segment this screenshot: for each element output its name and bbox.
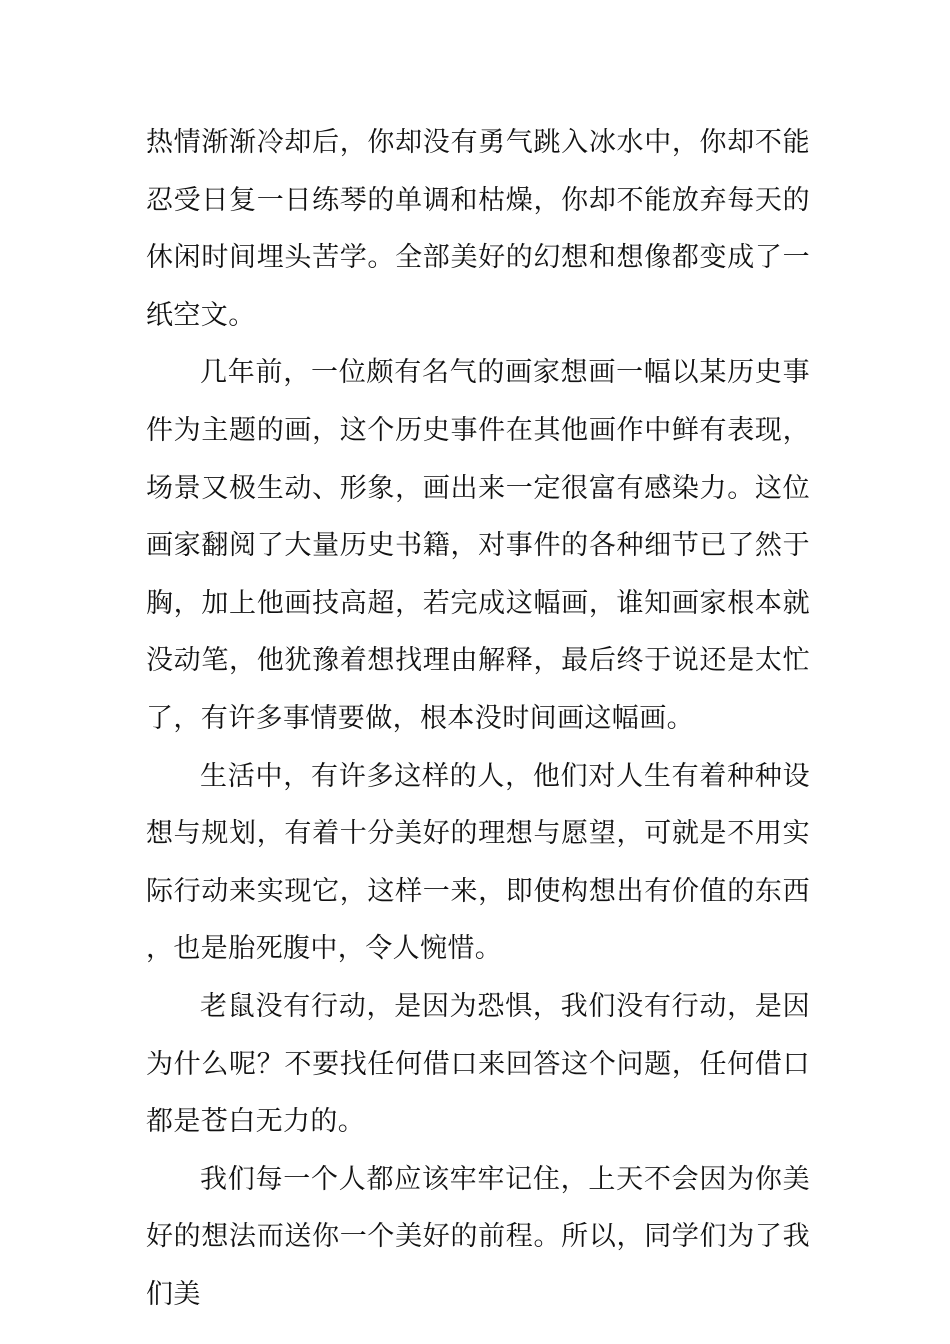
paragraph-4: 老鼠没有行动，是因为恐惧，我们没有行动，是因为什么呢？不要找任何借口来回答这个问题，任何借口都是苍白无力的。 <box>146 990 810 1138</box>
paragraph-5: 我们每一个人都应该牢牢记住，上天不会因为你美好的想法而送你一个美好的前程。所以，同学们为了我们美 <box>146 1163 810 1310</box>
paragraph-3: 生活中，有许多这样的人，他们对人生有着种种设想与规划，有着十分美好的理想与愿望，可就是不用实际行动来实现它，这样一来，即使构想出有价值的东西，也是胎死腹中，令人惋惜。 <box>146 760 810 965</box>
paragraph-2: 几年前，一位颇有名气的画家想画一幅以某历史事件为主题的画，这个历史事件在其他画作中鲜有表现，场景又极生动、形象，画出来一定很富有感染力。这位画家翻阅了大量历史书籍，对事件的各种细节已了然于胸，加上他画技高超，若完成这幅画，谁知画家根本就没动笔，他犹豫着想找理由解释，最后终于说还是太忙了，有许多事情要做，根本没时间画这幅画。 <box>146 357 810 734</box>
paragraph-1: 热情渐渐冷却后，你却没有勇气跳入冰水中，你却不能忍受日复一日练琴的单调和枯燥，你却不能放弃每天的休闲时间埋头苦学。全部美好的幻想和想像都变成了一纸空文。 <box>146 127 810 331</box>
document-body <box>146 114 810 1323</box>
